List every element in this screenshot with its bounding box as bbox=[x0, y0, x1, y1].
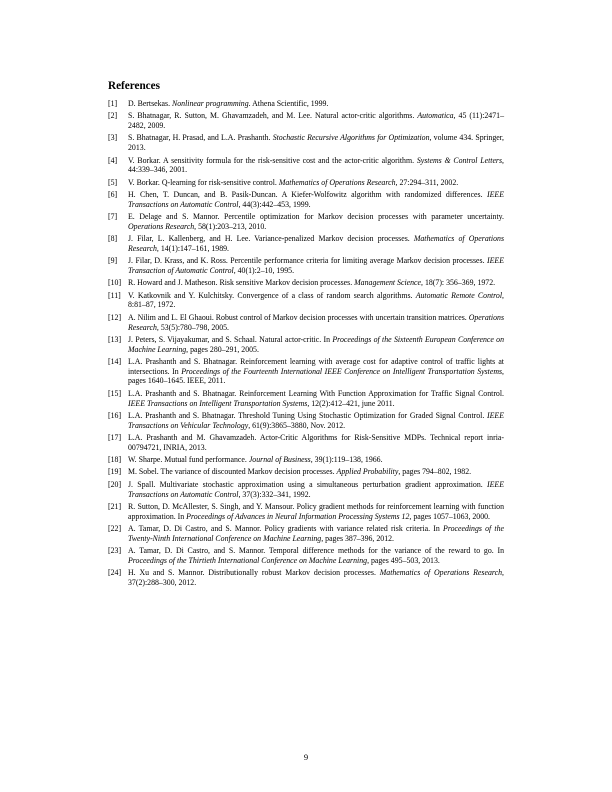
reference-venue: Automatic Remote Control bbox=[415, 290, 503, 300]
reference-text: J. Filar, D. Krass, and K. Ross. Percentile performance criteria for limiting average Markov decision processes. bbox=[128, 256, 487, 266]
reference-text: H. Chen, T. Duncan, and B. Pasik-Duncan. A Kiefer-Wolfowitz algorithm with randomized differences. bbox=[128, 189, 487, 199]
reference-venue: Proceedings of the Sixteenth European Conference on Machine Learning bbox=[128, 334, 504, 354]
reference-item bbox=[108, 455, 504, 465]
reference-item bbox=[108, 389, 504, 409]
reference-text: , pages 387–396, 2012. bbox=[321, 533, 394, 543]
reference-venue: IEEE Transactions on Automatic Control bbox=[128, 189, 504, 209]
reference-item bbox=[108, 278, 504, 288]
reference-venue: IEEE Transactions on Automatic Control bbox=[128, 479, 504, 499]
reference-venue: Proceedings of the Fourteenth International IEEE Conference on Intelligent Transportation Systems bbox=[181, 366, 503, 376]
reference-text: , 37(3):332–341, 1992. bbox=[238, 489, 311, 499]
reference-text: J. Spall. Multivariate stochastic approximation using a simultaneous perturbation gradient approximation. bbox=[128, 479, 487, 489]
references-section bbox=[108, 80, 504, 590]
reference-number: [2] bbox=[108, 111, 118, 121]
reference-number: [24] bbox=[108, 568, 122, 578]
reference-venue: Systems & Control Letters bbox=[416, 155, 503, 165]
reference-venue: Applied Probability bbox=[336, 467, 399, 477]
reference-item bbox=[108, 99, 504, 109]
reference-venue: Journal of Business bbox=[248, 455, 311, 465]
reference-venue: Proceedings of the Thirtieth International Conference on Machine Learning bbox=[128, 555, 368, 565]
reference-text: , 44:339–346, 2001. bbox=[128, 155, 504, 175]
reference-text: L.A. Prashanth and S. Bhatnagar. Reinforcement learning with average cost for adaptive control of traffic lights at intersections. In bbox=[128, 356, 504, 376]
reference-venue: Proceedings of the Twenty-Ninth International Conference on Machine Learning bbox=[128, 523, 504, 543]
reference-venue: Automatica bbox=[417, 111, 454, 121]
reference-text: W. Sharpe. Mutual fund performance. bbox=[128, 455, 249, 465]
reference-item bbox=[108, 133, 504, 153]
reference-text: , 45 (11):2471–2482, 2009. bbox=[128, 111, 504, 131]
reference-text: E. Delage and S. Mannor. Percentile optimization for Markov decision processes with parameter uncertainty. bbox=[128, 212, 504, 222]
reference-list bbox=[108, 99, 504, 588]
reference-number: [4] bbox=[108, 155, 118, 165]
reference-text: H. Xu and S. Mannor. Distributionally robust Markov decision processes. bbox=[128, 568, 380, 578]
reference-item bbox=[108, 524, 504, 544]
reference-number: [17] bbox=[108, 433, 122, 442]
reference-text: , 12(2):412–421, june 2011. bbox=[307, 398, 395, 408]
reference-text: S. Bhatnagar, H. Prasad, and L.A. Prashanth. bbox=[128, 133, 273, 143]
reference-number: [10] bbox=[108, 278, 122, 288]
reference-item bbox=[108, 234, 504, 254]
reference-number: [5] bbox=[108, 177, 118, 187]
reference-venue: Operations Research bbox=[128, 221, 195, 231]
reference-text: D. Bertsekas. bbox=[128, 99, 173, 108]
reference-item bbox=[108, 411, 504, 431]
reference-text: , pages 1057–1063, 2000. bbox=[409, 511, 491, 521]
reference-text: M. Sobel. The variance of discounted Markov decision processes. bbox=[128, 467, 337, 477]
reference-item bbox=[108, 546, 504, 566]
reference-text: V. Borkar. Q-learning for risk-sensitive control. bbox=[128, 177, 279, 187]
reference-item bbox=[108, 111, 504, 131]
reference-number: [12] bbox=[108, 312, 122, 322]
reference-number: [13] bbox=[108, 334, 122, 344]
reference-number: [1] bbox=[108, 99, 118, 108]
reference-venue: Mathematics of Operations Research bbox=[128, 234, 505, 253]
reference-item bbox=[108, 467, 504, 477]
reference-text: , 18(7): 356–369, 1972. bbox=[421, 278, 496, 288]
reference-venue: IEEE Transaction of Automatic Control bbox=[128, 256, 504, 275]
reference-text: L.A. Prashanth and M. Ghavamzadeh. Actor-Critic Algorithms for Risk-Sensitive MDPs. Technical report inria-00794721, INRIA, 2013. bbox=[128, 433, 504, 452]
reference-text: J. Filar, L. Kallenberg, and H. Lee. Variance-penalized Markov decision processes. bbox=[128, 234, 414, 244]
reference-text: A. Tamar, D. Di Castro, and S. Mannor. Policy gradients with variance related risk criteria. In bbox=[128, 523, 444, 533]
reference-item bbox=[108, 291, 504, 311]
reference-text: , 53(5):780–798, 2005. bbox=[156, 322, 230, 332]
reference-number: [21] bbox=[108, 501, 122, 511]
reference-text: , 44(3):442–453, 1999. bbox=[238, 199, 311, 209]
reference-text: R. Howard and J. Matheson. Risk sensitive Markov decision processes. bbox=[128, 278, 355, 288]
reference-number: [6] bbox=[108, 189, 118, 199]
reference-number: [19] bbox=[108, 467, 122, 477]
reference-item bbox=[108, 357, 504, 386]
reference-item bbox=[108, 190, 504, 210]
reference-text: , pages 495–503, 2013. bbox=[367, 555, 440, 565]
reference-number: [7] bbox=[108, 212, 118, 222]
reference-item bbox=[108, 433, 504, 453]
reference-venue: Operations Research bbox=[128, 312, 504, 332]
references-heading: References bbox=[108, 80, 160, 92]
reference-item bbox=[108, 256, 504, 276]
reference-number: [8] bbox=[108, 234, 118, 244]
reference-text: , volume 434. Springer, 2013. bbox=[128, 133, 504, 153]
reference-venue: Management Science bbox=[354, 278, 422, 288]
reference-text: A. Tamar, D. Di Castro, and S. Mannor. Temporal difference methods for the variance of the reward to go. In bbox=[128, 546, 504, 556]
reference-text: S. Bhatnagar, R. Sutton, M. Ghavamzadeh, and M. Lee. Natural actor-critic algorithms. bbox=[128, 111, 418, 121]
reference-item bbox=[108, 178, 504, 188]
reference-text: J. Peters, S. Vijayakumar, and S. Schaal. Natural actor-critic. In bbox=[128, 334, 333, 344]
reference-text: , 39(1):119–138, 1966. bbox=[310, 455, 383, 465]
reference-venue: IEEE Transactions on Vehicular Technology bbox=[128, 410, 504, 430]
reference-venue: Mathematics of Operations Research bbox=[278, 177, 396, 187]
reference-venue: Proceedings of Advances in Neural Information Processing Systems 12 bbox=[186, 511, 410, 521]
reference-number: [14] bbox=[108, 356, 122, 366]
reference-number: [9] bbox=[108, 256, 118, 266]
reference-text: V. Katkovnik and Y. Kulchitsky. Convergence of a class of random search algorithms. bbox=[128, 290, 416, 300]
reference-number: [15] bbox=[108, 388, 122, 398]
reference-text: , pages 280–291, 2005. bbox=[186, 344, 259, 354]
reference-number: [3] bbox=[108, 133, 118, 143]
reference-venue: IEEE Transactions on Intelligent Transportation Systems bbox=[128, 398, 308, 408]
reference-text: , 27:294–311, 2002. bbox=[395, 177, 459, 187]
reference-text: , 14(1):147–161, 1989. bbox=[156, 243, 230, 253]
reference-item bbox=[108, 568, 504, 588]
reference-number: [11] bbox=[108, 290, 121, 300]
page-number: 9 bbox=[303, 752, 309, 762]
reference-item bbox=[108, 212, 504, 232]
reference-text: . Athena Scientific, 1999. bbox=[248, 99, 329, 108]
reference-text: R. Sutton, D. McAllester, S. Singh, and Y. Mansour. Policy gradient methods for reinforcement learning with function approximation. In bbox=[128, 501, 504, 521]
reference-venue: Nonlinear programming bbox=[172, 99, 249, 108]
reference-number: [23] bbox=[108, 546, 122, 556]
reference-text: , pages 794–802, 1982. bbox=[398, 467, 472, 477]
reference-text: L.A. Prashanth and S. Bhatnagar. Reinforcement Learning With Function Approximation for Traffic Signal Control. bbox=[128, 388, 504, 398]
reference-text: , 37(2):288–300, 2012. bbox=[128, 568, 504, 587]
reference-text: L.A. Prashanth and S. Bhatnagar. Threshold Tuning Using Stochastic Optimization for Graded Signal Control. bbox=[128, 410, 487, 420]
reference-number: [22] bbox=[108, 523, 122, 533]
reference-number: [18] bbox=[108, 455, 122, 465]
reference-item bbox=[108, 502, 504, 522]
reference-item bbox=[108, 156, 504, 176]
reference-text: , pages 1640–1645. IEEE, 2011. bbox=[128, 366, 505, 386]
reference-venue: Mathematics of Operations Research bbox=[379, 568, 503, 578]
reference-number: [16] bbox=[108, 410, 122, 420]
reference-number: [20] bbox=[108, 479, 122, 489]
reference-text: , 58(1):203–213, 2010. bbox=[194, 221, 267, 231]
reference-item bbox=[108, 335, 504, 355]
reference-venue: Stochastic Recursive Algorithms for Optimization bbox=[272, 133, 430, 143]
reference-text: , 8:81–87, 1972. bbox=[128, 290, 504, 310]
reference-item bbox=[108, 313, 504, 333]
reference-text: , 40(1):2–10, 1995. bbox=[233, 266, 295, 275]
reference-text: , 61(9):3865–3880, Nov. 2012. bbox=[248, 420, 346, 430]
reference-item bbox=[108, 480, 504, 500]
reference-text: V. Borkar. A sensitivity formula for the risk-sensitive cost and the actor-critic algorithm. bbox=[128, 155, 417, 165]
reference-text: A. Nilim and L. El Ghaoui. Robust control of Markov decision processes with uncertain transition matrices. bbox=[128, 312, 469, 322]
